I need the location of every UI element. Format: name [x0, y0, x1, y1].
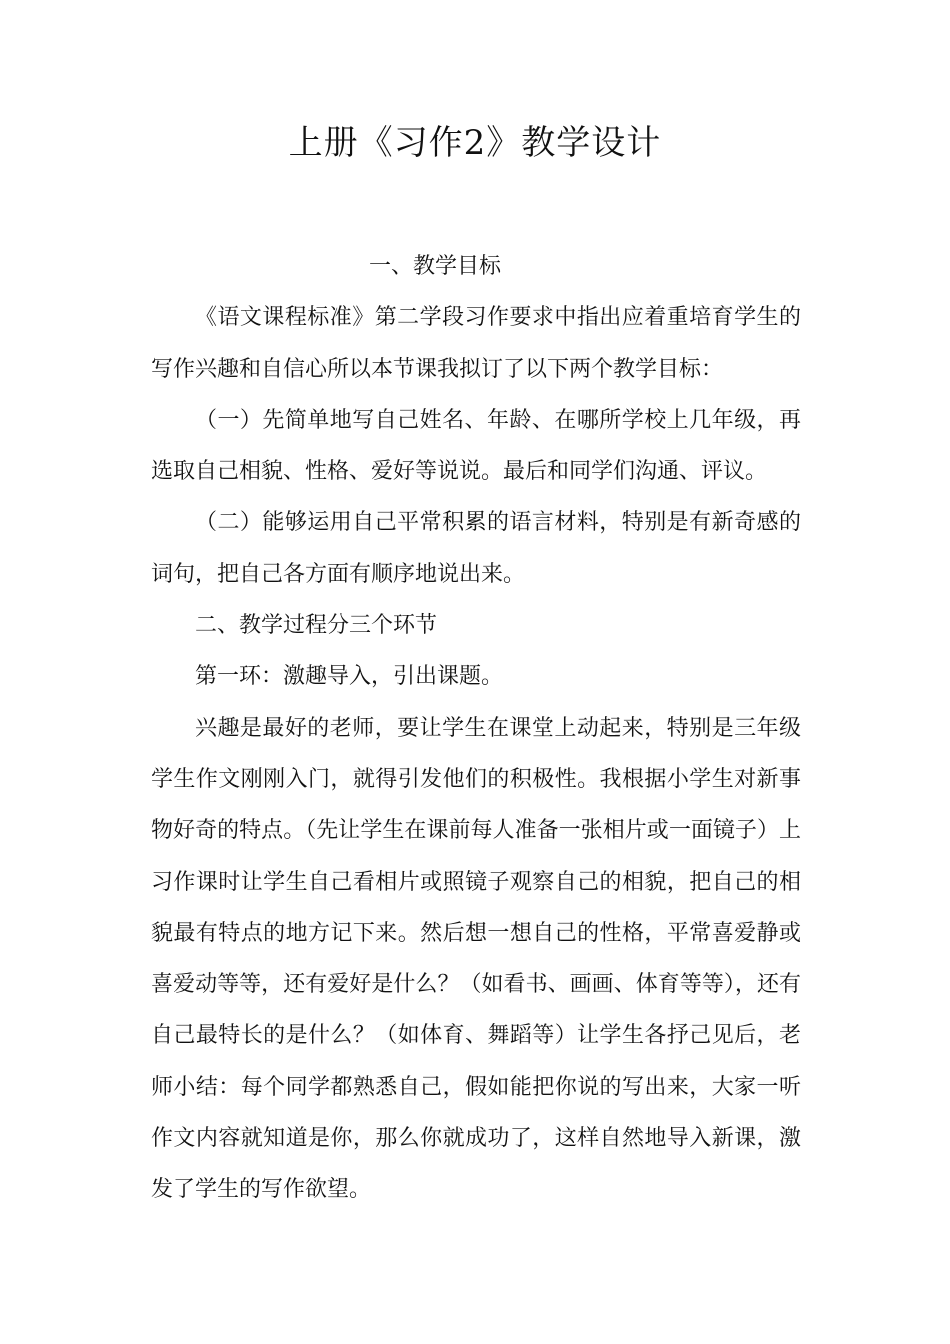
paragraph-curriculum-standard: 《语文课程标准》第二学段习作要求中指出应着重培育学生的写作兴趣和自信心所以本节课我拟订了以下两个教学目标： — [151, 305, 801, 382]
paragraph-goal-one: （一）先简单地写自己姓名、年龄、在哪所学校上几年级，再选取自己相貌、性格、爱好等说说。最后和同学们沟通、评议。 — [151, 407, 801, 485]
document-title: 上册《习作2》教学设计 — [288, 123, 662, 163]
subheading-step-one: 第一环：激趣导入，引出课题。 — [195, 664, 504, 690]
section-heading-teaching-process: 二、教学过程分三个环节 — [195, 613, 438, 639]
document-body — [151, 241, 801, 1216]
paragraph-goal-two: （二）能够运用自己平常积累的语言材料，特别是有新奇感的词句，把自己各方面有顺序地说出来。 — [151, 510, 801, 587]
paragraph-step-one-body: 兴趣是最好的老师，要让学生在课堂上动起来，特别是三年级学生作文刚刚入门，就得引发他们的积极性。我根据小学生对新事物好奇的特点。（先让学生在课前每人准备一张相片或一面镜子）上习作课时让学生自己看相片或照镜子观察自己的相貌，把自己的相貌最有特点的地方记下来。然后想一想自己的性格，平常喜爱静或喜爱动等等，还有爱好是什么？（如看书、画画、体育等等），还有自己最特长的是什么？（如体育、舞蹈等）让学生各抒己见后，老师小结：每个同学都熟悉自己，假如能把你说的写出来，大家一听作文内容就知道是你，那么你就成功了，这样自然地导入新课，激发了学生的写作欲望。 — [151, 715, 801, 1203]
section-heading-teaching-goals: 一、教学目标 — [369, 254, 502, 279]
